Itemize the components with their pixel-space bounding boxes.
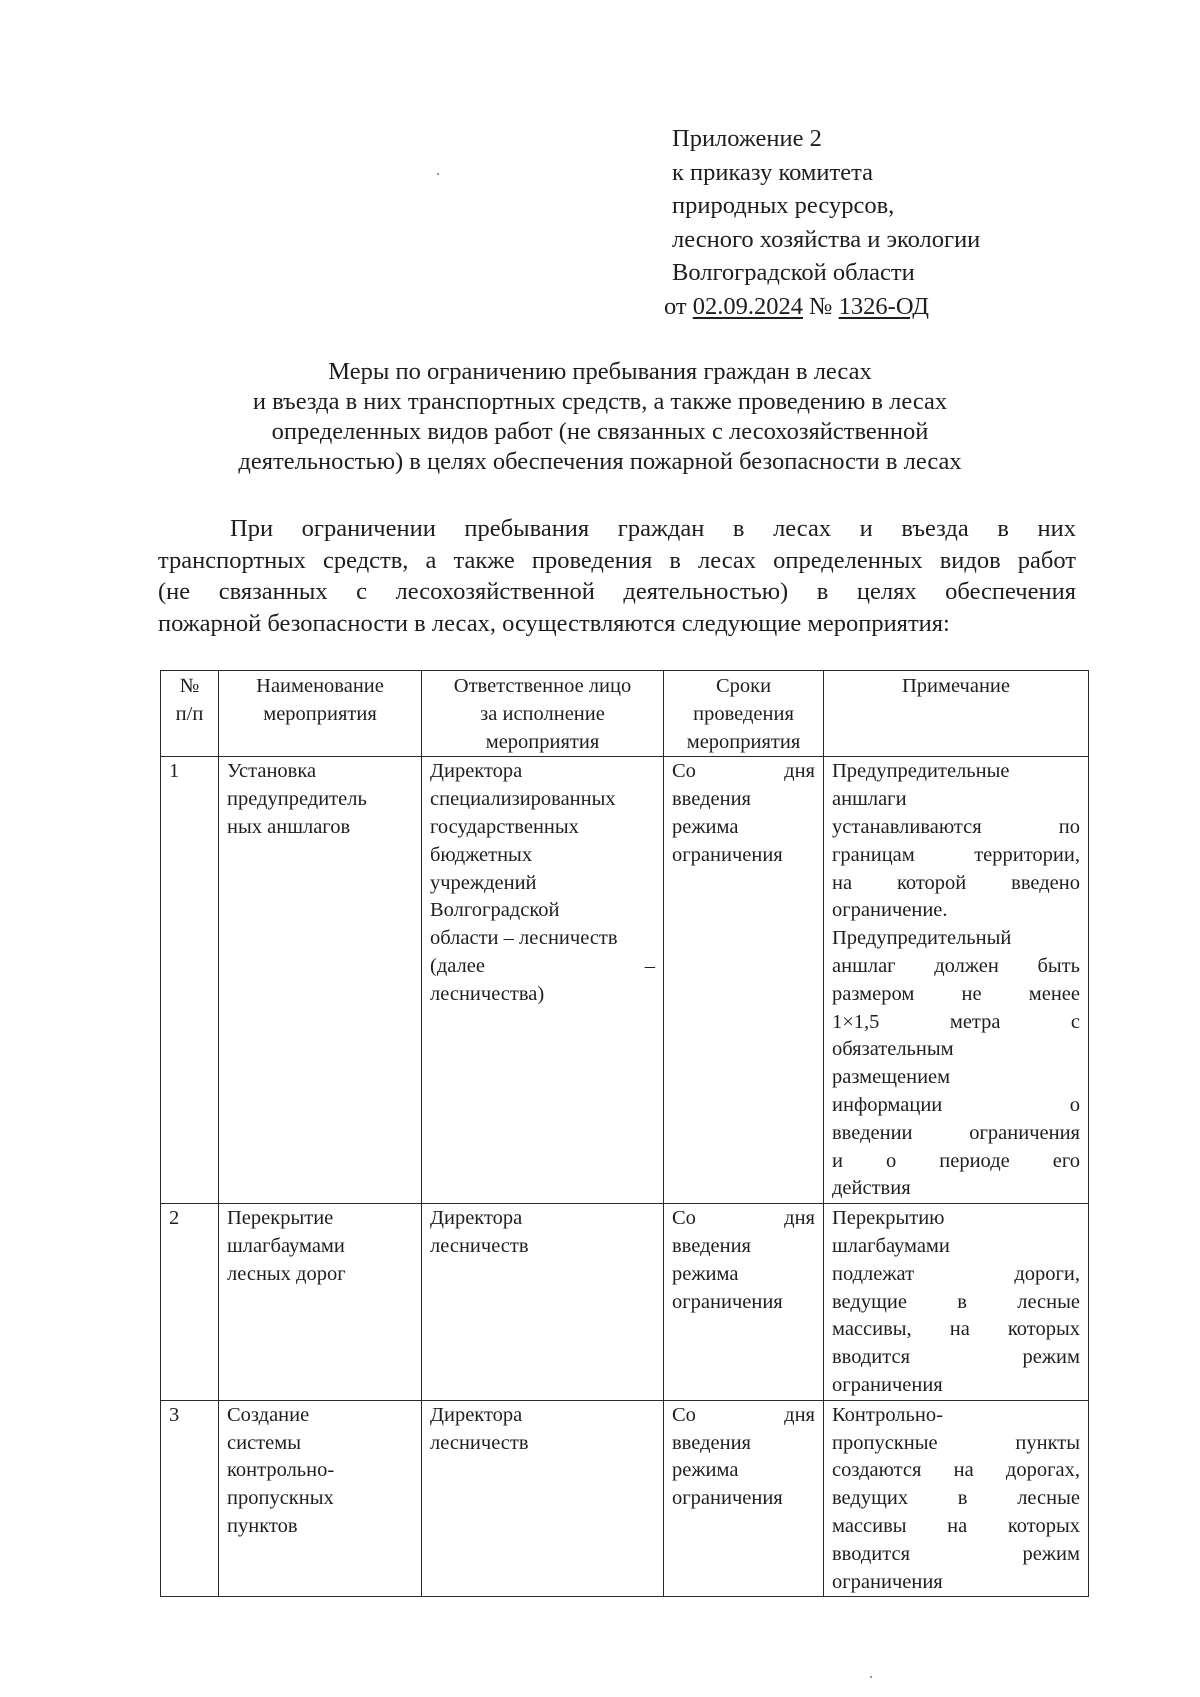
table-row — [161, 1204, 1089, 1401]
row-terms: Со дня введения режима ограничения — [664, 1204, 824, 1401]
intro-line-2: транспортных средств, а также проведения в лесах определенных видов работ — [158, 546, 1076, 574]
row-responsible: Директора специализированных государственных бюджетных учреждений Волгоградской области – лесничеств (далее – лесничества) — [422, 757, 664, 1204]
table-row — [161, 1400, 1089, 1597]
row-name: Установка предупредитель ных аншлагов — [219, 757, 422, 1204]
header-num: № п/п — [161, 671, 219, 757]
appendix-block — [664, 122, 981, 324]
number-sign: № — [803, 292, 839, 320]
row-num: 2 — [161, 1204, 219, 1401]
row-name: Создание системы контрольно- пропускных пунктов — [219, 1400, 422, 1597]
scan-speck — [437, 173, 439, 175]
row-note: Предупредительные аншлаги устанавливаются по границам территории, на которой введено ограничение. Предупредительный аншлаг должен быть размером не менее 1×1,5 метра с обязательным размещением информации о введении ограничения и о периоде его действия — [824, 757, 1089, 1204]
header-responsible: Ответственное лицо за исполнение мероприятия — [422, 671, 664, 757]
appendix-committee-1: природных ресурсов, — [672, 192, 895, 220]
appendix-order-ref: к приказу комитета — [672, 158, 873, 186]
row-terms: Со дня введения режима ограничения — [664, 1400, 824, 1597]
row-note: Перекрытию шлагбаумами подлежат дороги, ведущие в лесные массивы, на которых вводится режим ограничения — [824, 1204, 1089, 1401]
row-name: Перекрытие шлагбаумами лесных дорог — [219, 1204, 422, 1401]
title-line-2: и въезда в них транспортных средств, а также проведению в лесах — [252, 388, 948, 415]
row-note: Контрольно- пропускные пункты создаются на дорогах, ведущих в лесные массивы на которых вводится режим ограничения — [824, 1400, 1089, 1597]
appendix-date-line — [664, 290, 980, 324]
row-responsible: Директора лесничеств — [422, 1400, 664, 1597]
title-line-4: деятельностью) в целях обеспечения пожарной безопасности в лесах — [238, 448, 962, 475]
intro-paragraph — [158, 513, 1076, 639]
document-title — [150, 357, 1050, 477]
table-header-row — [161, 671, 1089, 757]
header-terms: Сроки проведения мероприятия — [664, 671, 824, 757]
date-prefix: от — [664, 292, 693, 320]
table-row — [161, 757, 1089, 1204]
row-num: 1 — [161, 757, 219, 1204]
appendix-committee-2: лесного хозяйства и экологии — [672, 225, 981, 253]
measures-table — [160, 670, 1089, 1597]
row-responsible: Директора лесничеств — [422, 1204, 664, 1401]
title-line-3: определенных видов работ (не связанных с лесохозяйственной — [271, 418, 929, 445]
intro-line-4: пожарной безопасности в лесах, осуществляются следующие мероприятия: — [158, 609, 950, 637]
intro-line-3: (не связанных с лесохозяйственной деятельностью) в целях обеспечения — [158, 578, 1076, 605]
scan-speck — [870, 1676, 872, 1678]
row-num: 3 — [161, 1400, 219, 1597]
intro-line-1: При ограничении пребывания граждан в лесах и въезда в них — [230, 515, 1076, 542]
header-note: Примечание — [824, 671, 1089, 757]
title-line-1: Меры по ограничению пребывания граждан в лесах — [328, 358, 872, 385]
order-number: 1326-ОД — [838, 292, 929, 320]
order-date: 02.09.2024 — [692, 292, 804, 320]
appendix-title: Приложение 2 — [672, 125, 822, 152]
header-name: Наименование мероприятия — [219, 671, 422, 757]
appendix-region: Волгоградской области — [672, 259, 915, 287]
row-terms: Со дня введения режима ограничения — [664, 757, 824, 1204]
